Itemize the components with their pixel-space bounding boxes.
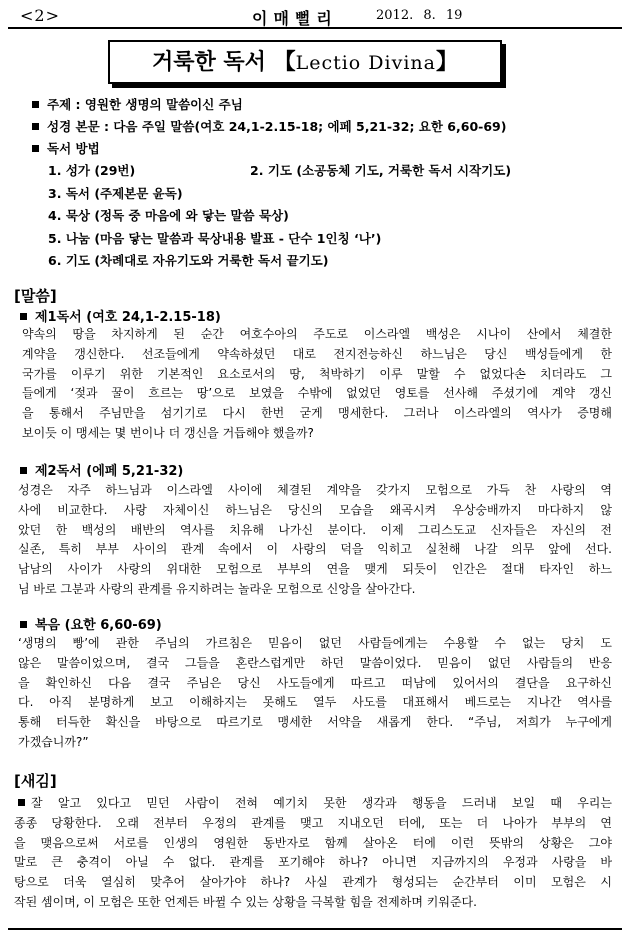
theme-row: [30, 94, 610, 116]
text-line: 말로 큰 충격이 아닐 수 없다. 관계를 포기해야 하나? 아니면 지금까지의 우정과 사랑을 바: [14, 855, 612, 870]
step-detail: (29번): [89, 163, 136, 178]
page-number: <2>: [20, 6, 60, 25]
bullet-square-icon: [20, 621, 27, 628]
step-name: 기도: [65, 253, 90, 268]
reflection-heading: [새김]: [14, 772, 57, 790]
text-line: 사에 비교한다. 사랑 자체이신 하느님은 당신의 모습을 왜곡시켜 우상숭배까지 마다하지 않: [18, 502, 612, 517]
issue-date: 2012. 8. 19: [376, 8, 463, 23]
publication-name: 이매뻘리: [252, 9, 338, 28]
method-steps: [30, 160, 610, 273]
step-number: 1.: [48, 163, 66, 178]
step-detail: (소공동체 기도, 거룩한 독서 시작기도): [291, 163, 512, 178]
step-item: [48, 205, 610, 228]
step-row: [48, 160, 610, 183]
reading-info: [30, 94, 610, 273]
text-line: 보이듯 이 맹세는 몇 번이나 더 갱신을 거듭해야 했을까?: [22, 425, 314, 440]
header-divider: [8, 27, 622, 29]
text-line: 을 맺음으로써 서로를 인생의 영원한 동반자로 함께 살아온 터에 이런 뜻밖의 상황은 그야: [14, 835, 612, 850]
text-line: ‘생명의 빵’에 관한 주님의 가르침은 믿음이 없던 사람들에게는 수용할 수 없는 당치 도: [18, 636, 612, 650]
text-line: 않은 말씀이었으며, 결국 그들을 혼란스럽게만 하던 말씀이었다. 믿음이 없던 사람들의 반응: [18, 655, 612, 670]
title-main: 거룩한 독서: [151, 50, 266, 75]
reading-2-title: [20, 460, 183, 479]
reading-title: 복음: [35, 618, 61, 633]
step-number: 3.: [48, 185, 66, 201]
reading-ref: (에페 5,21-32): [81, 464, 184, 479]
reading-3-title: [20, 614, 162, 633]
reading-3-body: [14, 634, 612, 753]
text-line: 남남의 사이가 사랑의 위대한 모험으로 부부의 연을 맺게 되듯이 인간은 절대 타자인 하느: [18, 562, 612, 577]
bible-label: 성경 본문: [47, 119, 100, 134]
text-line: 성경은 자주 하느님과 이스라엘 사이에 체결된 계약을 갖가지 모험으로 가득 찬 사랑의 역: [18, 483, 612, 497]
text-line: 가겠습니까?”: [18, 734, 89, 749]
step-name: 기도: [267, 163, 292, 178]
step-name: 나눔: [65, 230, 90, 246]
reading-ref: (요한 6,60-69): [60, 618, 162, 633]
text-line: 을 확인하신 다음 결국 주님은 당신 사도들에게 따르고 떠남에 있어서의 결단을 요구하신: [18, 675, 612, 690]
step-name: 성가: [65, 163, 90, 178]
text-line: 통해 터득한 확신을 바탕으로 따르기로 맹세한 서약을 새롭게 한다. “주님, 저희가 누구에게: [18, 715, 612, 730]
text-line: 국가를 이루기 위한 기본적인 요소로서의 땅, 척박하기 이루 말할 수 없었다손 치더라도 그: [22, 366, 612, 381]
bullet-square-icon: [32, 123, 39, 130]
text-line: 계약을 갱신한다. 선조들에게 약속하셨던 대로 전지전능하신 하느님은 당신 백성들에게 한: [22, 346, 612, 361]
text-line: 실존, 특히 부부 사이의 관계 속에서 이 사랑의 덕을 익히고 실천해 나갈 의무 앞에 선다.: [18, 542, 612, 557]
step-item: [250, 160, 511, 183]
step-detail: (정독 중 마음에 와 닿는 말씀 묵상): [89, 208, 289, 223]
page-header: [20, 6, 620, 28]
title-latin: Lectio Divina: [295, 52, 436, 74]
reading-1-body: [14, 325, 612, 444]
word-section-heading: [말씀]: [14, 287, 57, 305]
text-line: 작된 셈이며, 이 모험은 또한 언제든 바뀔 수 있는 상황을 극복할 힘을 전제하며 키워준다.: [14, 894, 477, 909]
step-detail: (주제본문 윤독): [89, 185, 183, 201]
text-line: 다. 아직 분명하게 보고 이해하지는 못해도 열두 사도를 대표해서 베드로는 지나간 역사를: [18, 695, 612, 710]
text-line: 약속의 땅을 차지하게 된 순간 여호수아의 주도로 이스라엘 백성은 시나이 산에서 체결한: [22, 327, 612, 341]
theme-label: 주제: [47, 97, 72, 112]
theme-value: : 영원한 생명의 말씀이신 주님: [71, 97, 243, 112]
step-number: 2.: [250, 163, 268, 178]
reflection-body: [14, 794, 612, 913]
text-line: 들에게 ‘젖과 꿀이 흐르는 땅’으로 보였을 수밖에 없었던 영토를 선사해 주셨기에 계약 갱신: [22, 386, 612, 401]
title-bracket-close: 】: [435, 49, 458, 75]
reading-1-title: [20, 306, 221, 325]
reading-2-body: [14, 481, 612, 600]
reading-title: 제2독서: [35, 464, 82, 479]
footer-divider: [8, 928, 622, 930]
step-number: 6.: [48, 253, 66, 268]
text-line: 았던 한 백성의 배반의 역사를 치유해 나가신 분이다. 이제 그리스도교 신자들은 자신의 전: [18, 522, 612, 537]
step-name: 독서: [65, 185, 90, 201]
bible-row: [30, 116, 610, 138]
title-bracket-open: 【: [273, 49, 296, 75]
step-number: 5.: [48, 230, 66, 246]
text-line-content: 잘 알고 있다고 믿던 사람이 전혀 예기치 못한 생각과 행동을 드러내 보일 때 우리는: [31, 796, 612, 810]
text-line: [14, 794, 612, 814]
step-name: 묵상: [65, 208, 90, 223]
text-line: 을 통해서 주님만을 섬기기로 다시 한번 굳게 맹세한다. 그러나 이스라엘의 역사가 증명해: [22, 406, 612, 421]
step-item: [48, 228, 610, 251]
step-item: [48, 250, 610, 273]
bullet-square-icon: [20, 467, 27, 474]
step-detail: (마음 닿는 말씀과 묵상내용 발표 - 단수 1인칭 ‘나’): [89, 230, 382, 246]
page-title: [108, 40, 502, 84]
method-row: [30, 138, 610, 160]
step-item: [48, 183, 610, 206]
bullet-square-icon: [32, 145, 39, 152]
step-item: [48, 163, 135, 178]
bullet-square-icon: [32, 101, 39, 108]
text-line: 탕으로 더욱 열심히 맞추어 살아가야 하나? 사실 관계가 형성되는 순간부터 이미 모험은 시: [14, 875, 612, 890]
bullet-square-icon: [20, 313, 27, 320]
step-number: 4.: [48, 208, 66, 223]
text-line: 종종 당황한다. 오래 전부터 우정의 관계를 맺고 지내오던 터에, 또는 더 나아가 부부의 연: [14, 815, 612, 830]
bible-value: : 다음 주일 말씀(여호 24,1-2.15-18; 에페 5,21-32; 요한 6,60-69): [99, 119, 507, 134]
step-detail: (차례대로 자유기도와 거룩한 독서 끝기도): [89, 253, 329, 268]
text-line: 님 바로 그분과 사랑의 관계를 유지하려는 놀라운 모험으로 신앙을 살아간다.: [18, 581, 416, 596]
reading-title: 제1독서: [35, 310, 82, 325]
bullet-square-icon: [18, 799, 25, 806]
reading-ref: (여호 24,1-2.15-18): [81, 310, 221, 325]
method-label: 독서 방법: [47, 141, 100, 156]
